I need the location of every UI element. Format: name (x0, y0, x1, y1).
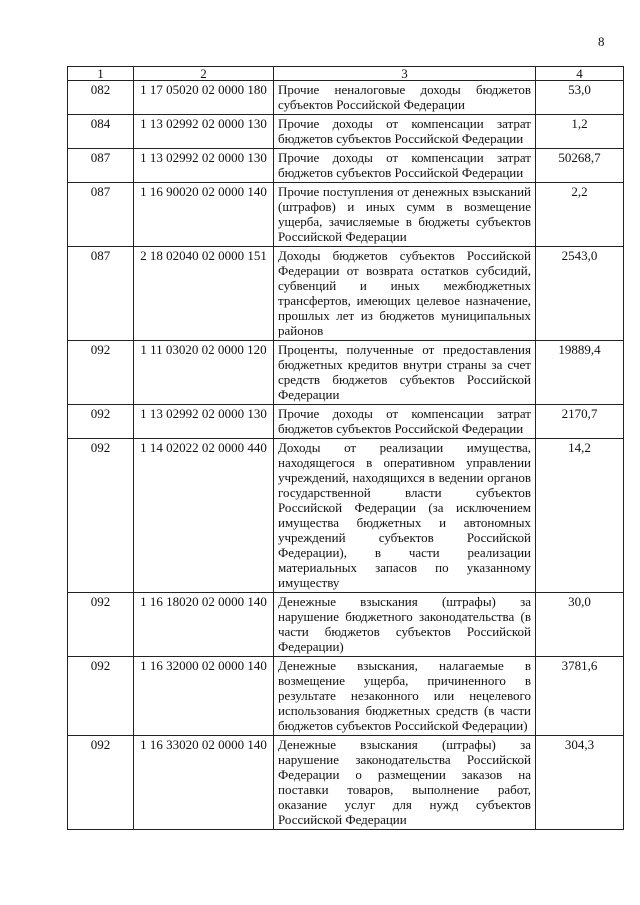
budget-code-cell: 2 18 02040 02 0000 151 (134, 247, 274, 341)
table-header-row (68, 67, 624, 81)
table-row (68, 81, 624, 115)
table-row (68, 405, 624, 439)
amount-cell: 14,2 (536, 439, 624, 593)
revenue-name-cell: Денежные взыскания, налагаемые в возмещение ущерба, причиненного в результате незаконного или нецелевого использования бюджетных средств (в части бюджетов субъектов Российской Федерации) (274, 657, 536, 736)
budget-code-cell: 1 16 32000 02 0000 140 (134, 657, 274, 736)
header-col-4: 4 (536, 67, 624, 81)
table-row (68, 183, 624, 247)
revenue-table (67, 66, 624, 830)
table-row (68, 657, 624, 736)
revenue-name-cell: Прочие доходы от компенсации затрат бюджетов субъектов Российской Федерации (274, 405, 536, 439)
admin-code-cell: 092 (68, 405, 134, 439)
admin-code-cell: 087 (68, 149, 134, 183)
revenue-name-cell: Доходы от реализации имущества, находящегося в оперативном управлении учреждений, находящихся в ведении органов государственной власти субъектов Российской Федерации (за исключением имущества бюджетных и автономных учреждений субъектов Российской Федерации), в части реализации материальных запасов по указанному имуществу (274, 439, 536, 593)
amount-cell: 50268,7 (536, 149, 624, 183)
table-row (68, 115, 624, 149)
budget-code-cell: 1 16 90020 02 0000 140 (134, 183, 274, 247)
amount-cell: 3781,6 (536, 657, 624, 736)
page-number: 8 (598, 34, 605, 49)
header-col-1: 1 (68, 67, 134, 81)
table-row (68, 593, 624, 657)
amount-cell: 19889,4 (536, 341, 624, 405)
revenue-name-cell: Денежные взыскания (штрафы) за нарушение бюджетного законодательства (в части бюджетов субъектов Российской Федерации) (274, 593, 536, 657)
budget-code-cell: 1 14 02022 02 0000 440 (134, 439, 274, 593)
revenue-name-cell: Денежные взыскания (штрафы) за нарушение законодательства Российской Федерации о размещении заказов на поставки товаров, выполнение работ, оказание услуг для нужд субъектов Российской Федерации (274, 736, 536, 830)
revenue-name-cell: Доходы бюджетов субъектов Российской Федерации от возврата остатков субсидий, субвенций и иных межбюджетных трансфертов, имеющих целевое назначение, прошлых лет из бюджетов муниципальных районов (274, 247, 536, 341)
amount-cell: 304,3 (536, 736, 624, 830)
amount-cell: 53,0 (536, 81, 624, 115)
budget-code-cell: 1 11 03020 02 0000 120 (134, 341, 274, 405)
admin-code-cell: 092 (68, 439, 134, 593)
budget-code-cell: 1 16 18020 02 0000 140 (134, 593, 274, 657)
header-col-2: 2 (134, 67, 274, 81)
budget-code-cell: 1 16 33020 02 0000 140 (134, 736, 274, 830)
table-row (68, 149, 624, 183)
admin-code-cell: 082 (68, 81, 134, 115)
table-row (68, 439, 624, 593)
admin-code-cell: 087 (68, 183, 134, 247)
revenue-name-cell: Прочие доходы от компенсации затрат бюджетов субъектов Российской Федерации (274, 149, 536, 183)
budget-code-cell: 1 13 02992 02 0000 130 (134, 115, 274, 149)
admin-code-cell: 092 (68, 657, 134, 736)
table-row (68, 341, 624, 405)
admin-code-cell: 092 (68, 341, 134, 405)
revenue-name-cell: Проценты, полученные от предоставления бюджетных кредитов внутри страны за счет средств бюджетов субъектов Российской Федерации (274, 341, 536, 405)
admin-code-cell: 092 (68, 736, 134, 830)
amount-cell: 1,2 (536, 115, 624, 149)
amount-cell: 2543,0 (536, 247, 624, 341)
revenue-name-cell: Прочие неналоговые доходы бюджетов субъектов Российской Федерации (274, 81, 536, 115)
amount-cell: 2,2 (536, 183, 624, 247)
table-row (68, 247, 624, 341)
admin-code-cell: 084 (68, 115, 134, 149)
header-col-3: 3 (274, 67, 536, 81)
revenue-name-cell: Прочие поступления от денежных взысканий (штрафов) и иных сумм в возмещение ущерба, зачисляемые в бюджеты субъектов Российской Федерации (274, 183, 536, 247)
budget-code-cell: 1 13 02992 02 0000 130 (134, 149, 274, 183)
budget-code-cell: 1 17 05020 02 0000 180 (134, 81, 274, 115)
admin-code-cell: 092 (68, 593, 134, 657)
amount-cell: 2170,7 (536, 405, 624, 439)
budget-code-cell: 1 13 02992 02 0000 130 (134, 405, 274, 439)
revenue-name-cell: Прочие доходы от компенсации затрат бюджетов субъектов Российской Федерации (274, 115, 536, 149)
admin-code-cell: 087 (68, 247, 134, 341)
amount-cell: 30,0 (536, 593, 624, 657)
table-row (68, 736, 624, 830)
